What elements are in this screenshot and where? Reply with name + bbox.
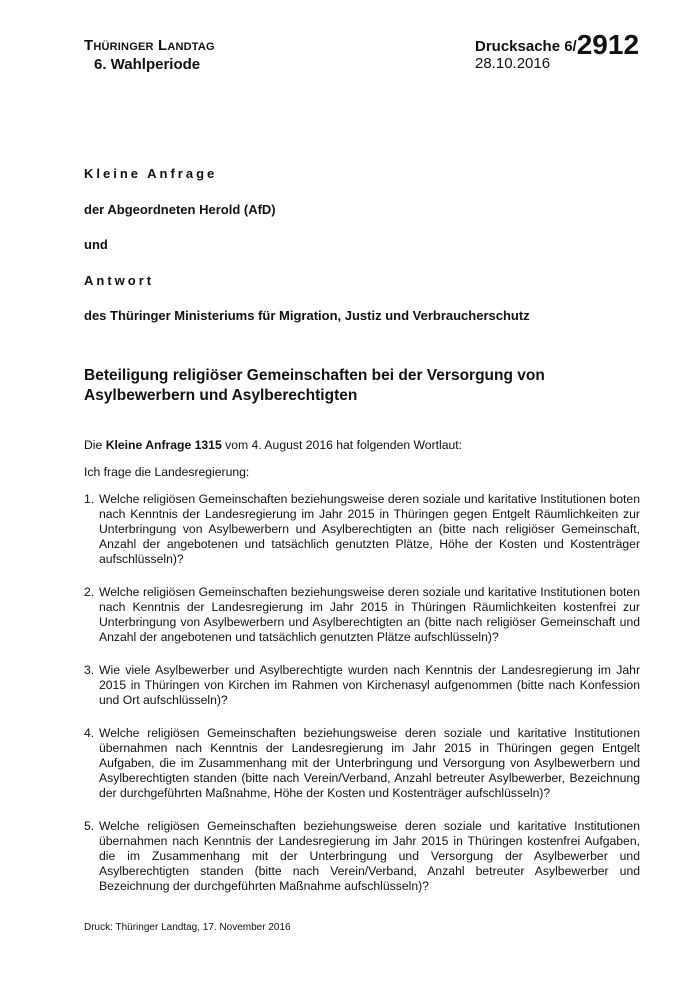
document-date: 28.10.2016 — [475, 55, 551, 72]
question-number: 4. — [84, 726, 95, 740]
document-number: 2912 — [576, 29, 640, 60]
list-item — [84, 663, 640, 708]
intro-line — [84, 438, 462, 453]
question-list — [84, 492, 640, 912]
list-item — [84, 492, 640, 567]
legislative-period: 6. Wahlperiode — [94, 56, 201, 73]
intro-reference: Kleine Anfrage 1315 — [105, 438, 222, 452]
heading-author: der Abgeordneten Herold (AfD) — [84, 202, 276, 217]
heading-answer: Antwort — [84, 273, 155, 288]
header-right — [475, 29, 675, 72]
institution-name: Thüringer Landtag — [84, 37, 215, 54]
heading-ministry: des Thüringer Ministeriums für Migration, Justiz und Verbraucherschutz — [84, 308, 530, 323]
document-label: Drucksache 6/ — [475, 38, 577, 55]
list-item — [84, 726, 640, 801]
question-number: 2. — [84, 585, 95, 599]
list-item — [84, 819, 640, 894]
question-text: Welche religiösen Gemeinschaften beziehungsweise deren soziale und karitative Institutionen boten nach Kenntnis der Landesregierung im Jahr 2015 in Thüringen Räumlichkeiten kostenfrei zur Unterbringung von Asylbewerbern und Asylberechtigten an (bitte nach religiöser Gemeinschaft und Anzahl der angebotenen und tatsächlich genutzten Plätze aufschlüsseln)? — [99, 585, 640, 644]
intro-prefix: Die — [84, 438, 103, 452]
question-text: Welche religiösen Gemeinschaften beziehungsweise deren soziale und karitative Institutionen boten nach Kenntnis der Landesregierung im Jahr 2015 in Thüringen gegen Entgelt Räumlichkeiten zur Unterbringung von Asylbewerbern und Asylberechtigten an (bitte nach religiöser Gemeinschaft, Anzahl der angebotenen und tatsächlich genutzten Plätze, Höhe der Kosten und Kostenträger aufschlüsseln)? — [99, 492, 640, 566]
print-footer: Druck: Thüringer Landtag, 17. November 2016 — [84, 922, 291, 933]
question-number: 1. — [84, 492, 95, 506]
intro-suffix: vom 4. August 2016 hat folgenden Wortlaut: — [225, 438, 463, 452]
heading-kind: Kleine Anfrage — [84, 166, 218, 181]
heading-conjunction: und — [84, 237, 108, 252]
question-text: Welche religiösen Gemeinschaften beziehungsweise deren soziale und karitative Institutionen übernahmen nach Kenntnis der Landesregierung im Jahr 2015 in Thüringen kostenfrei Aufgaben, die im Zusammenhang mit der Unterbringung und Versorgung der Asylbewerber und Asylberechtigten standen (bitte nach Verein/Verband, Anzahl betreuter Asylbewerber und Bezeichnung der durchgeführten Maßnahme aufschlüsseln)? — [99, 819, 640, 893]
header-left — [84, 36, 215, 74]
question-number: 5. — [84, 819, 95, 833]
question-number: 3. — [84, 663, 95, 677]
list-item — [84, 585, 640, 645]
document-title: Beteiligung religiöser Gemeinschaften bei der Versorgung von Asylbewerbern und Asylberechtigten — [84, 367, 545, 404]
question-text: Welche religiösen Gemeinschaften beziehungsweise deren soziale und karitative Institutionen übernahmen nach Kenntnis der Landesregierung im Jahr 2015 in Thüringen gegen Entgelt Aufgaben, die im Zusammenhang mit der Unterbringung und Versorgung von Asylbewerbern und Asylberechtigten standen (bitte nach Verein/Verband, Anzahl betreuter Asylbewerber, Bezeichnung der durchgeführten Maßnahme, Höhe der Kosten und Kostenträger aufschlüsseln)? — [99, 726, 640, 800]
ask-line: Ich frage die Landesregierung: — [84, 465, 250, 479]
question-text: Wie viele Asylbewerber und Asylberechtigte wurden nach Kenntnis der Landesregierung im Jahr 2015 in Thüringen von Kirchen im Rahmen von Kirchenasyl aufgenommen (bitte nach Konfession und Ort aufschlüsseln)? — [99, 663, 640, 707]
